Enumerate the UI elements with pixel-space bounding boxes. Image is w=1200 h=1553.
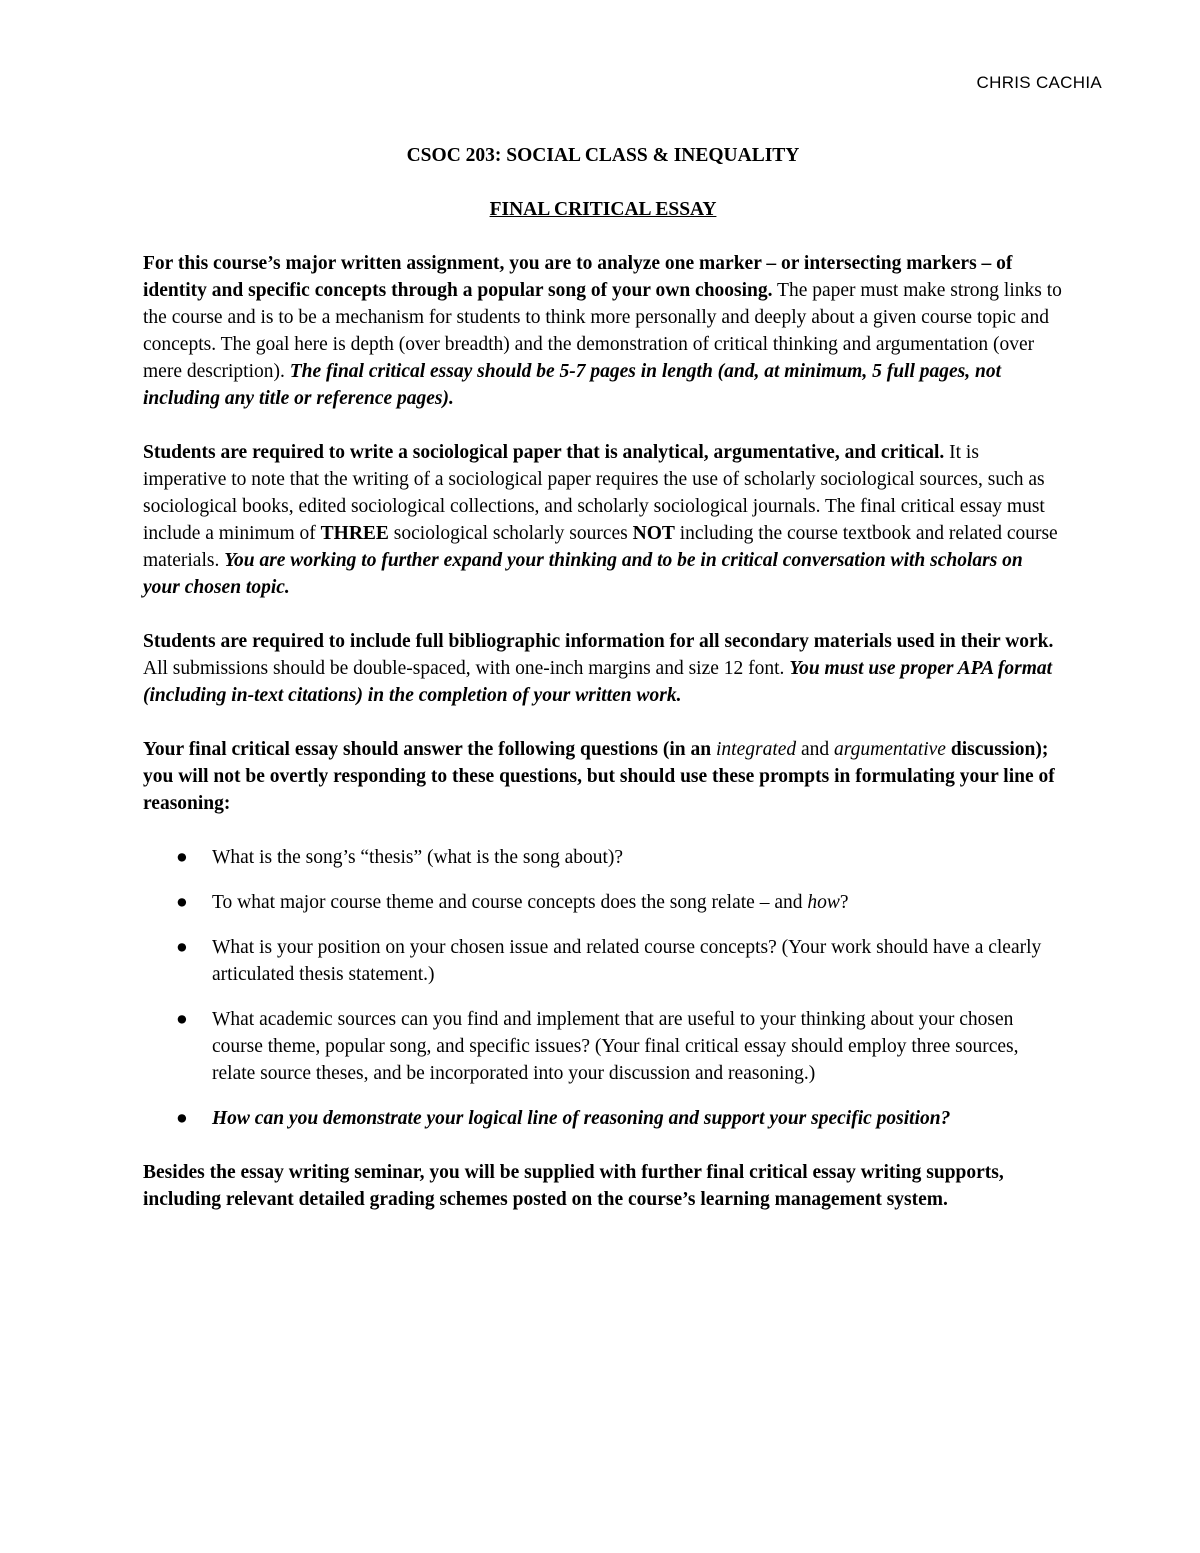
prompt-item-thesis xyxy=(143,844,1063,871)
paragraph-format xyxy=(143,628,1063,709)
prompt-item-reasoning xyxy=(143,1105,1063,1132)
bullet-icon: ● xyxy=(176,847,188,868)
course-title: CSOC 203: SOCIAL CLASS & INEQUALITY xyxy=(406,145,800,166)
prompt-text-end: ? xyxy=(839,892,849,913)
author-header: CHRIS CACHIA xyxy=(976,73,1102,92)
prompt-text: What academic sources can you find and implement that are useful to your thinking about your chosen course theme, popular song, and specific issues? (Your final critical essay should employ three sources, relate source theses, and be incorporated into your discussion and reasoning.) xyxy=(212,1009,1019,1084)
paragraph-questions-intro xyxy=(143,736,1063,817)
prompt-item-theme xyxy=(143,889,1063,916)
sources-not: NOT xyxy=(632,523,675,544)
paragraph-closing: Besides the essay writing seminar, you will be supplied with further final critical essay writing supports, including relevant detailed grading schemes posted on the course’s learning management system. xyxy=(143,1162,1004,1210)
questions-intro-part-1: Your final critical essay should answer the following questions (in an xyxy=(143,739,716,760)
paragraph-sources xyxy=(143,439,1063,601)
sources-body-2: sociological scholarly sources xyxy=(388,523,633,544)
questions-intro-integrated: integrated xyxy=(715,739,797,760)
format-apa-requirement: You must use proper APA format (including in-text citations) in the completion of your written work. xyxy=(143,658,1053,706)
questions-intro-and: and xyxy=(796,739,835,760)
prompt-item-sources xyxy=(143,1006,1063,1087)
bullet-icon: ● xyxy=(176,937,188,958)
overview-bold-intro: For this course’s major written assignment, you are to analyze one marker – or intersecting markers – of identity and specific concepts through a popular song of your own choosing. xyxy=(143,253,1013,301)
overview-body: The paper must make strong links to the course and is to be a mechanism for students to think more personally and deeply about a given course topic and concepts. The goal here is depth (over breadth) and the demonstration of critical thinking and argumentation (over mere description). xyxy=(143,280,1062,382)
sources-three: THREE xyxy=(320,523,389,544)
bullet-icon: ● xyxy=(176,892,188,913)
sources-bold-intro: Students are required to write a sociological paper that is analytical, argumentative, and critical. xyxy=(143,442,945,463)
prompt-text: What is your position on your chosen issue and related course concepts? (Your work should have a clearly articulated thesis statement.) xyxy=(212,937,1042,985)
prompt-text: To what major course theme and course concepts does the song relate – and xyxy=(212,892,808,913)
paragraph-overview xyxy=(143,250,1063,412)
prompt-text: What is the song’s “thesis” (what is the song about)? xyxy=(212,847,624,868)
document-body xyxy=(143,142,1063,1240)
questions-intro-argumentative: argumentative xyxy=(834,739,946,760)
sources-body-3: including the course textbook and related course materials. xyxy=(143,523,1058,571)
bullet-icon: ● xyxy=(176,1009,188,1030)
bullet-icon: ● xyxy=(176,1108,188,1129)
prompt-item-position xyxy=(143,934,1063,988)
prompt-list xyxy=(143,844,1063,1132)
prompt-text-how: how xyxy=(807,892,840,913)
questions-intro-part-2: discussion); you will not be overtly responding to these questions, but should use these prompts in formulating your line of reasoning: xyxy=(143,739,1055,814)
prompt-text: How can you demonstrate your logical line of reasoning and support your specific position? xyxy=(212,1108,951,1129)
sources-body-1: It is imperative to note that the writing of a sociological paper requires the use of scholarly sociological sources, such as sociological books, edited sociological collections, and scholarly sociological journals. The final critical essay must include a minimum of xyxy=(143,442,1045,544)
format-bold-intro: Students are required to include full bibliographic information for all secondary materials used in their work. xyxy=(143,631,1054,652)
sources-emphasis: You are working to further expand your thinking and to be in critical conversation with scholars on your chosen topic. xyxy=(143,550,1023,598)
assignment-title: FINAL CRITICAL ESSAY xyxy=(489,199,717,220)
overview-length-requirement: The final critical essay should be 5-7 pages in length (and, at minimum, 5 full pages, not including any title or reference pages). xyxy=(143,361,1002,409)
format-body: All submissions should be double-spaced, with one-inch margins and size 12 font. xyxy=(143,658,790,679)
